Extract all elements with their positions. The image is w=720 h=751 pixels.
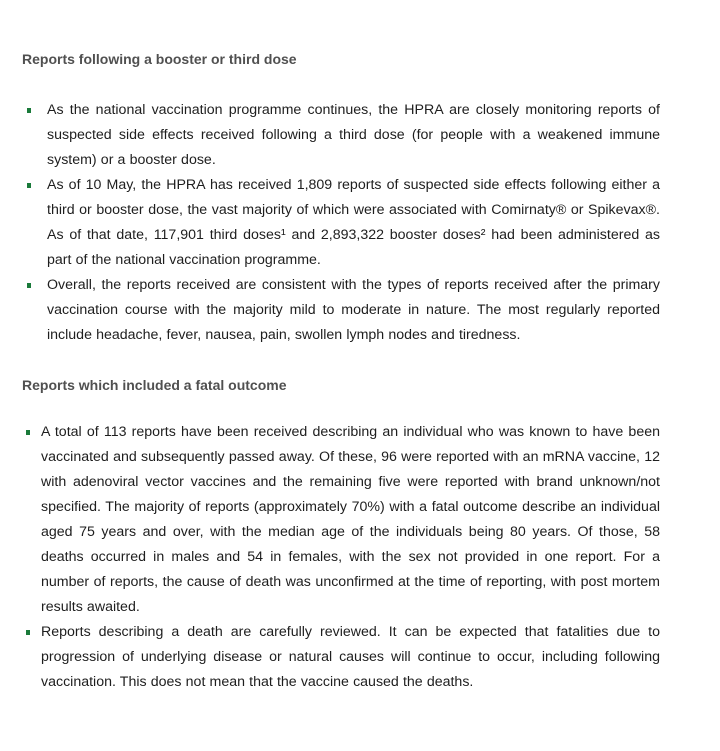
list-item-text: Overall, the reports received are consistent with the types of reports received after the primary vaccination course with the majority mild to moderate in nature. The most regularly reported include headache, fever, nausea, pain, swollen lymph nodes and tiredness. — [47, 277, 660, 343]
bullet-marker — [27, 283, 31, 288]
section-heading-fatal-outcome: Reports which included a fatal outcome — [22, 377, 287, 393]
bullet-marker — [26, 630, 30, 635]
list-item — [20, 173, 660, 273]
list-item-text: As the national vaccination programme continues, the HPRA are closely monitoring reports of suspected side effects received following a third dose (for people with a weakened immune system) or a booster dose. — [47, 102, 660, 168]
list-item — [20, 620, 660, 695]
section-heading-booster: Reports following a booster or third dose — [22, 51, 297, 67]
bullet-marker — [26, 430, 30, 435]
list-item-text: Reports describing a death are carefully reviewed. It can be expected that fatalities due to progression of underlying disease or natural causes will continue to occur, including following vaccination. This does not mean that the vaccine caused the deaths. — [41, 624, 660, 690]
list-item — [20, 273, 660, 348]
list-item-text: A total of 113 reports have been received describing an individual who was known to have been vaccinated and subsequently passed away. Of these, 96 were reported with an mRNA vaccine, 12 with adenoviral vector vaccines and the remaining five were reported with brand unknown/not specified. The majority of reports (approximately 70%) with a fatal outcome describe an individual aged 75 years and over, with the median age of the individuals being 80 years. Of those, 58 deaths occurred in males and 54 in females, with the sex not provided in one report. For a number of reports, the cause of death was unconfirmed at the time of reporting, with post mortem results awaited. — [41, 424, 660, 615]
bullet-marker — [27, 183, 31, 188]
list-item — [20, 420, 660, 620]
list-item-text: As of 10 May, the HPRA has received 1,809 reports of suspected side effects following either a third or booster dose, the vast majority of which were associated with Comirnaty® or Spikevax®. As of that date, 117,901 third doses¹ and 2,893,322 booster doses² had been administered as part of the national vaccination programme. — [47, 177, 660, 268]
list-item — [20, 98, 660, 173]
bullet-marker — [27, 108, 31, 113]
booster-bullet-list — [20, 98, 660, 348]
fatal-outcome-bullet-list — [20, 420, 660, 695]
